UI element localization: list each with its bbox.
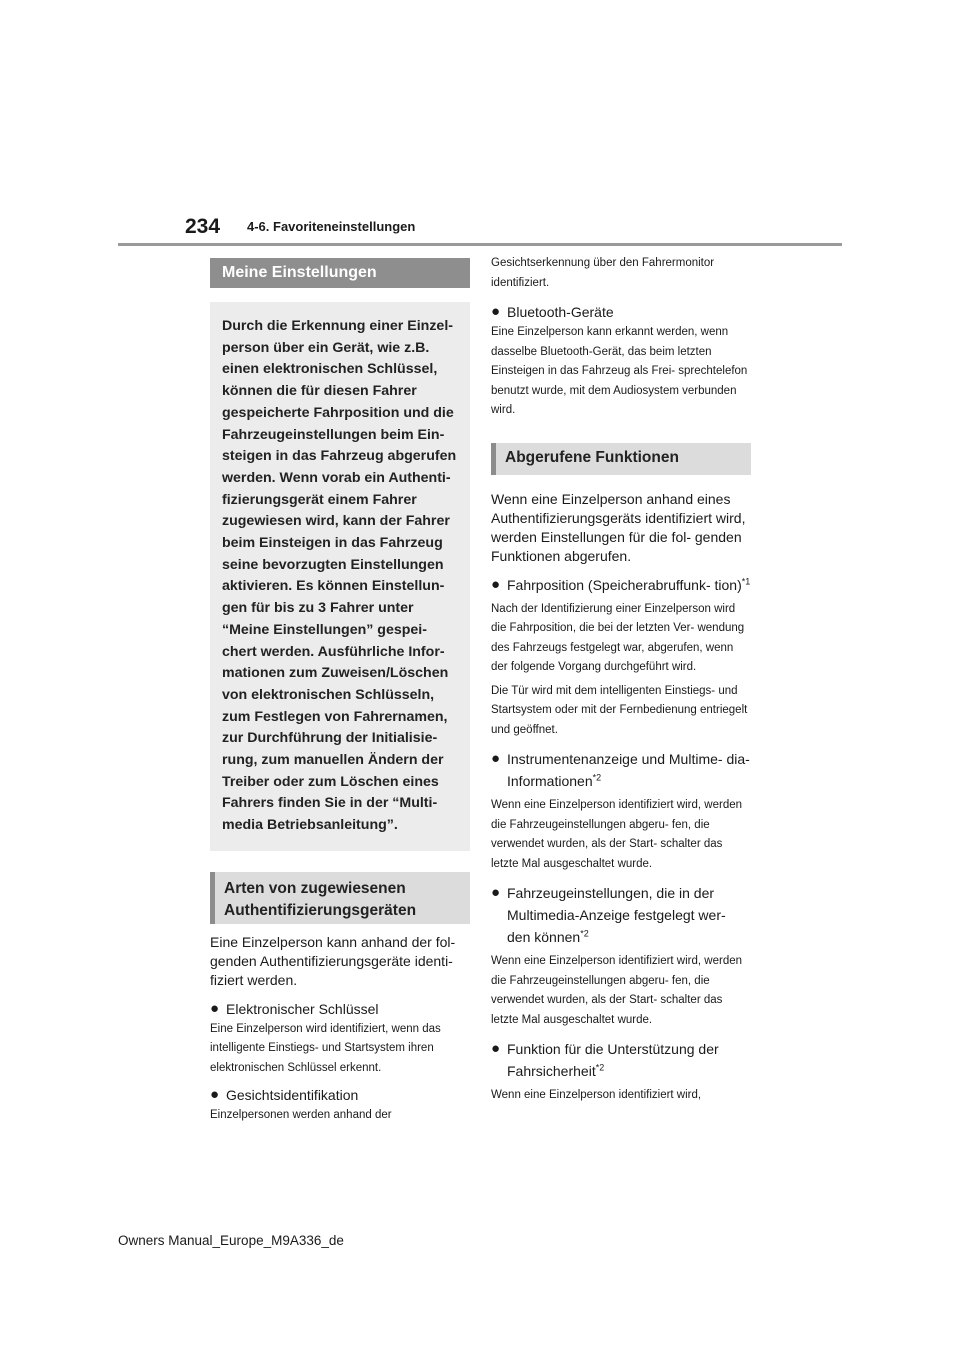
- fahrzeug-text: Wenn eine Einzelperson identifiziert wird, werden die Fahrzeugeinstellungen abgeru- fen, die verwendet wurden, als der Start- schalter das letzte Mal ausgeschaltet wurde.: [491, 955, 743, 1026]
- heading-abgerufen: Abgerufene Funktionen: [491, 443, 751, 475]
- bullet-dot-icon: ●: [210, 999, 220, 1017]
- footer-manual-id: Owners Manual_Europe_M9A336_de: [118, 1233, 344, 1248]
- bluetooth-text: Eine Einzelperson kann erkannt werden, wenn dasselbe Bluetooth-Gerät, das beim letzten Einsteigen in das Fahrzeug als Frei- sprechtelefon benutzt wurde, mit dem Audiosystem verbunden wird.: [491, 326, 748, 416]
- bullet-instrument: ● Instrumentenanzeige und Multime- dia-Informationen$^{*2}$: [491, 748, 751, 792]
- intro-box: Durch die Erkennung einer Einzel- person über ein Gerät, wie z.B. einen elektronischen Schlüssel, können die für diesen Fahrer gespeicherte Fahrposition und die Fahrzeugeinstellungen beim Ein- steigen in das Fahrzeug abgerufen werden. Wenn vorab ein Authenti- fizierungsgerät einem Fahrer zugewiesen wird, kann der Fahrer beim Einsteigen in das Fahrzeug seine bevorzugten Einstellungen aktivieren. Es können Einstellun- gen für bis zu 3 Fahrer unter “Meine Einstellungen” gespei- chert werden. Ausführliche Infor- mationen zum Zuweisen/Löschen von elektronischen Schlüsseln, zum Festlegen von Fahrernamen, zur Durchführung der Initialisie- rung, zum manuellen Ändern der Treiber oder zum Löschen eines Fahrers finden Sie in der “Multi- media Betriebsanleitung”.: [210, 302, 470, 851]
- heading-meine-einstellungen: Meine Einstellungen: [210, 258, 470, 288]
- header-rule: [118, 243, 842, 246]
- bullet-dot-icon: ●: [491, 884, 501, 901]
- bullet-schluessel: ● Elektronischer Schlüssel: [210, 998, 470, 1020]
- gesicht-text: Einzelpersonen werden anhand der: [210, 1109, 392, 1122]
- bullet-fahrposition: ● Fahrposition (Speicherabruffunk- tion)$^{*1}$: [491, 574, 751, 596]
- section-title: 4-6. Favoriteneinstellungen: [247, 219, 416, 234]
- gesicht-cont: Gesichtserkennung über den Fahrermonitor identifiziert.: [491, 257, 715, 289]
- bullet-gesicht: ● Gesichtsidentifikation: [210, 1084, 470, 1106]
- bullet-fahrzeug: ● Fahrzeugeinstellungen, die in der Multimedia-Anzeige festgelegt wer- den können$^{*2}$: [491, 882, 751, 948]
- funktion-text: Wenn eine Einzelperson identifiziert wird,: [491, 1089, 702, 1101]
- abgerufen-text: Wenn eine Einzelperson anhand eines Authentifizierungsgeräts identifiziert wird, werden Einstellungen für die fol- genden Funktionen abgerufen.: [491, 490, 746, 564]
- arten-text: Eine Einzelperson kann anhand der fol- genden Authentifizierungsgeräte identi- fiziert werden.: [210, 933, 456, 988]
- fahrposition-text1: Nach der Identifizierung einer Einzelperson wird die Fahrposition, die bei der letzten Ver- wendung des Fahrzeugs festgelegt war, abgerufen, wenn der folgende Vorgang durchgeführt wird.: [491, 602, 745, 673]
- bullet-bluetooth: ● Bluetooth-Geräte: [491, 301, 751, 323]
- bullet-dot-icon: ●: [491, 303, 501, 320]
- fahrposition-text2: Die Tür wird mit dem intelligenten Einstiegs- und Startsystem oder mit der Fernbedienung entriegelt und geöffnet.: [491, 684, 748, 736]
- bullet-dot-icon: ●: [491, 575, 501, 593]
- instrument-text: Wenn eine Einzelperson identifiziert wird, werden die Fahrzeugeinstellungen abgeru- fen, die verwendet wurden, als der Start- schalter das letzte Mal ausgeschaltet wurde.: [491, 799, 743, 870]
- schluessel-text: Eine Einzelperson wird identifiziert, wenn das intelligente Einstiegs- und Startsystem ihren elektronischen Schlüssel erkennt.: [210, 1022, 441, 1074]
- bullet-dot-icon: ●: [491, 1040, 501, 1057]
- bullet-funktion: ● Funktion für die Unterstützung der Fahrsicherheit$^{*2}$: [491, 1038, 751, 1082]
- heading-arten: Arten von zugewiesenen Authentifizierungsgeräten: [210, 872, 470, 924]
- page-number: 234: [185, 215, 221, 238]
- bullet-dot-icon: ●: [491, 750, 501, 767]
- left-column: [210, 258, 470, 1126]
- bullet-dot-icon: ●: [210, 1086, 220, 1104]
- right-column: [491, 254, 751, 1106]
